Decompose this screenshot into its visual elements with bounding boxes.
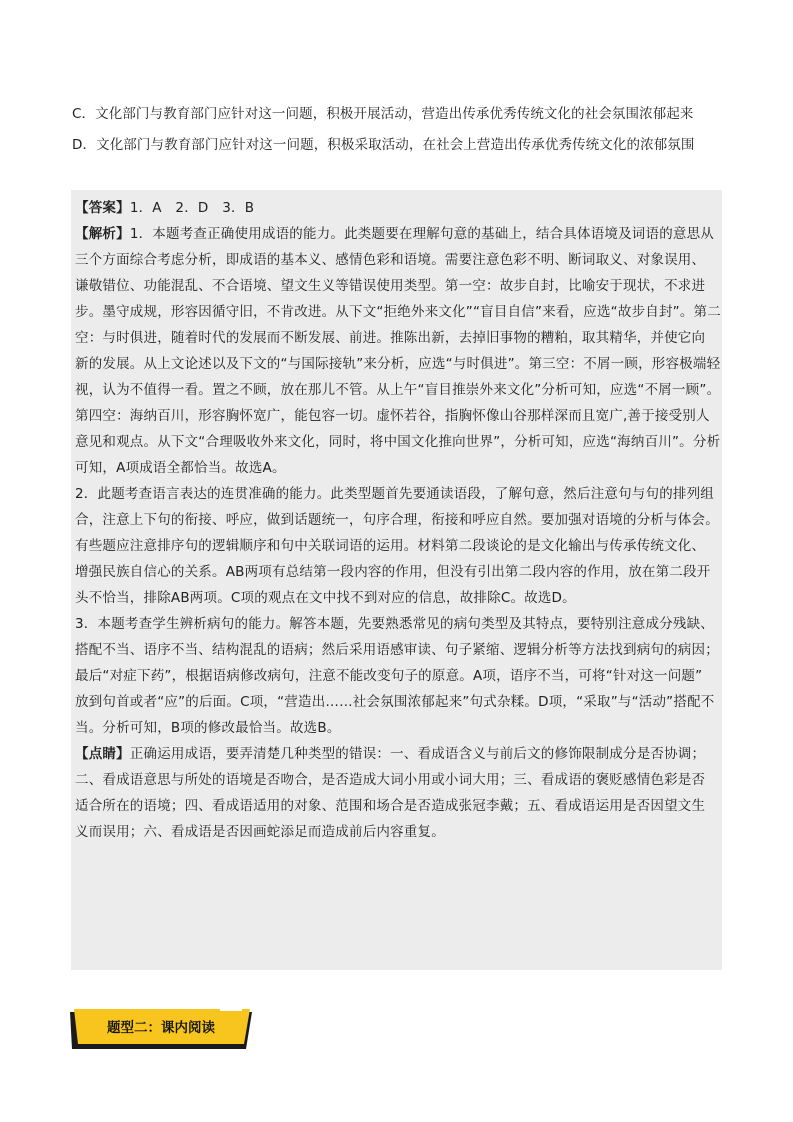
answer-line <box>75 195 718 221</box>
points-line: 适合所在的语境；四、看成语适用的对象、范围和场合是否造成张冠李戴；五、看成语运用是否因望文生 <box>75 798 706 814</box>
analysis-line: 有些题应注意排序句的逻辑顺序和句中关联词语的运用。材料第二段谈论的是文化输出与传承传统文化、 <box>75 538 706 554</box>
analysis-line: 空：与时俱进，随着时代的发展而不断发展、前进。推陈出新，去掉旧事物的糟粕，取其精华，并使它向 <box>75 330 706 346</box>
answer-analysis-box <box>71 190 722 970</box>
analysis-line: 视，认为不值得一看。置之不顾，放在那儿不管。从上午“盲目推崇外来文化”分析可知，应选“不屑一顾”。 <box>75 382 721 398</box>
analysis-line: 头不恰当，排除AB两项。C项的观点在文中找不到对应的信息，故排除C。故选D。 <box>75 590 576 606</box>
points-line: 二、看成语意思与所处的语境是否吻合，是否造成大词小用或小词大用；三、看成语的褒贬感情色彩是否 <box>75 772 706 788</box>
answer-text: 1．A 2．D 3．B <box>129 200 255 216</box>
analysis-line: 增强民族自信心的关系。AB两项有总结第一段内容的作用，但没有引出第二段内容的作用，放在第二段开 <box>75 564 711 580</box>
analysis-tag: 【解析】 <box>75 226 130 242</box>
points-tag: 【点睛】 <box>75 746 130 762</box>
analysis-line: 搭配不当、语序不当、结构混乱的语病；然后采用语感审读、句子紧缩、逻辑分析等方法找到病句的病因； <box>75 642 719 658</box>
points-line: 义而误用；六、看成语是否因画蛇添足而造成前后内容重复。 <box>75 824 445 840</box>
analysis-line: 最后“对症下药”，根据语病修改病句，注意不能改变句子的原意。A项，语序不当，可将“针对这一问题” <box>75 668 703 684</box>
points-line: 【点睛】正确运用成语，要弄清楚几种类型的错误：一、看成语含义与前后文的修饰限制成分是否协调； <box>75 746 706 762</box>
analysis-line: 意见和观点。从下文“合理吸收外来文化，同时，将中国文化推向世界”，分析可知，应选“海纳百川”。分析 <box>75 434 721 450</box>
analysis-line: 【解析】1．本题考查正确使用成语的能力。此类题要在理解句意的基础上，结合具体语境及词语的意思从 <box>75 226 715 242</box>
analysis-line: 谦敬错位、功能混乱、不合语境、望文生义等错误使用类型。第一空：故步自封，比喻安于现状，不求进 <box>75 278 706 294</box>
analysis-line: 可知，A项成语全都恰当。故选A。 <box>75 460 286 476</box>
analysis-line: 2．此题考查语言表达的连贯准确的能力。此类型题首先要通读语段，了解句意，然后注意句与句的排列组 <box>75 486 714 502</box>
answer-tag: 【答案】 <box>75 200 130 216</box>
analysis-line: 3．本题考查学生辨析病句的能力。解答本题，先要熟悉常见的病句类型及其特点，要特别注意成分残缺、 <box>75 616 714 632</box>
analysis-line: 放到句首或者“应”的后面。C项，“营造出……社会氛围浓郁起来”句式杂糅。D项，“采取”与“活动”搭配不 <box>75 694 715 710</box>
section-heading-tag <box>70 1009 252 1049</box>
section-title: 题型二：课内阅读 <box>107 1020 215 1036</box>
option-d: D．文化部门与教育部门应针对这一问题，积极采取活动，在社会上营造出传承优秀传统文化的浓郁氛围 <box>72 137 695 153</box>
analysis-line: 步。墨守成规，形容因循守旧，不肯改进。从下文“拒绝外来文化”“盲目自信”来看，应选“故步自封”。第二 <box>75 304 721 320</box>
analysis-line: 合，注意上下句的衔接、呼应，做到话题统一，句序合理，衔接和呼应自然。要加强对语境的分析与体会。 <box>75 512 719 528</box>
analysis-line: 第四空：海纳百川，形容胸怀宽广，能包容一切。虚怀若谷，指胸怀像山谷那样深而且宽广,善于接受别人 <box>75 408 710 424</box>
analysis-line: 三个方面综合考虑分析，即成语的基本义、感情色彩和语境。需要注意色彩不明、断词取义、对象误用、 <box>75 252 706 268</box>
analysis-line: 当。分析可知，B项的修改最恰当。故选B。 <box>75 720 341 736</box>
analysis-line: 新的发展。从上文论述以及下文的“与国际接轨”来分析，应选“与时俱进”。第三空：不屑一顾，形容极端轻 <box>75 356 721 372</box>
option-c: C．文化部门与教育部门应针对这一问题，积极开展活动，营造出传承优秀传统文化的社会氛围浓郁起来 <box>72 106 694 122</box>
